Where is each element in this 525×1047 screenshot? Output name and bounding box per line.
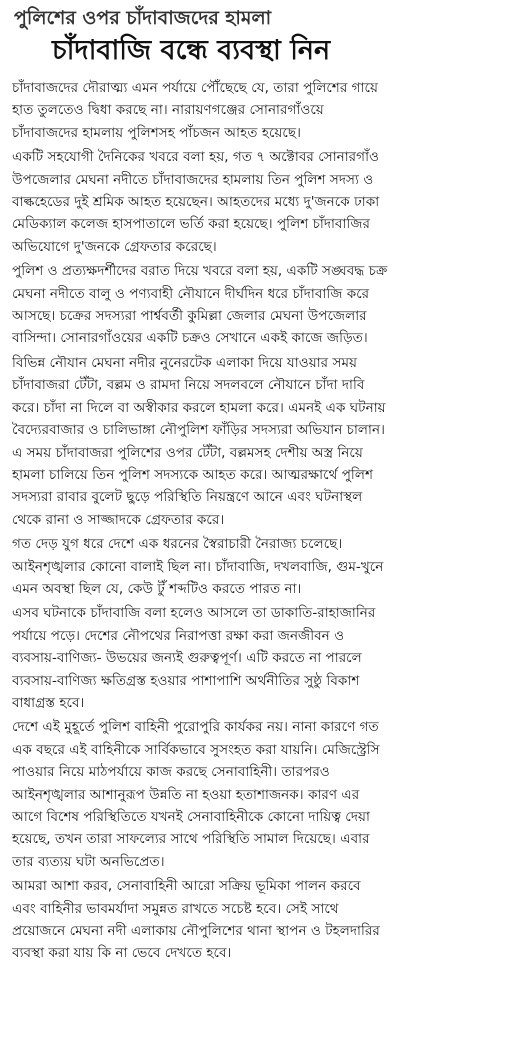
article-paragraph bbox=[12, 602, 515, 714]
paragraph-line: বৈদ্যেরবাজার ও চালিভাঙ্গা নৌপুলিশ ফাঁড়ির সদস্যরা অভিযান চালান। bbox=[12, 422, 385, 439]
paragraph-line: বাল্কহেডের দুই শ্রমিক আহত হয়েছেন। আহতদের মধ্যে দু'জনকে ঢাকা bbox=[12, 194, 380, 211]
paragraph-line: এমন অবস্থা ছিল যে, কেউ টুঁ শব্দটিও করতে পারত না। bbox=[12, 580, 302, 597]
article-kicker: পুলিশের ওপর চাঁদাবাজদের হামলা bbox=[14, 7, 272, 29]
paragraph-line: ব্যবসায়-বাণিজ্য- উভয়ের জন্যই গুরুত্বপূর্ণ। এটি করতে না পারলে bbox=[12, 650, 362, 667]
article-paragraph bbox=[12, 875, 515, 965]
article-headline: চাঁদাবাজি বন্ধে ব্যবস্থা নিন bbox=[52, 35, 331, 66]
paragraph-line: পাওয়ার নিয়ে মাঠপর্যায়ে কাজ করছে সেনাবাহিনী। তারপরও bbox=[12, 764, 330, 781]
paragraph-line: মেডিক্যাল কলেজ হাসপাতালে ভর্তি করা হয়েছে। পুলিশ চাঁদাবাজির bbox=[12, 216, 370, 233]
paragraph-line: চাঁদাবাজদের হামলায় পুলিশসহ পাঁচজন আহত হয়েছে। bbox=[12, 124, 301, 141]
paragraph-line: আগে বিশেষ পরিস্থিতিতে যখনই সেনাবাহিনীকে কোনো দায়িত্ব দেয়া bbox=[12, 809, 370, 825]
paragraph-line: এক বছরে এই বাহিনীকে সার্বিকভাবে সুসংহত করা যায়নি। মেজিস্ট্রেসি bbox=[12, 741, 380, 758]
paragraph-line: ব্যবস্থা করা যায় কি না ভেবে দেখতে হবে। bbox=[12, 945, 232, 962]
paragraph-line: আইনশৃঙ্খলার কোনো বালাই ছিল না। চাঁদাবাজি, দখলবাজি, গুম-খুনে bbox=[12, 558, 384, 575]
paragraph-line: একটি সহযোগী দৈনিকের খবরে বলা হয়, গত ৭ অক্টোবর সোনারগাঁও bbox=[12, 149, 380, 166]
article-body bbox=[12, 77, 515, 965]
paragraph-line: প্রয়োজনে মেঘনা নদী এলাকায় নৌপুলিশের থানা স্থাপন ও টহলদারির bbox=[12, 923, 380, 940]
article-paragraph bbox=[12, 77, 515, 144]
article-paragraph bbox=[12, 716, 515, 873]
paragraph-line: আমরা আশা করব, সেনাবাহিনী আরো সক্রিয় ভূমিকা পালন করবে bbox=[12, 878, 361, 895]
paragraph-line: উপজেলার মেঘনা নদীতে চাঁদাবাজদের হামলায় তিন পুলিশ সদস্য ও bbox=[12, 171, 374, 188]
article-paragraph bbox=[12, 146, 515, 258]
paragraph-line: গত দেড় যুগ ধরে দেশে এক ধরনের স্বৈরাচারী নৈরাজ্য চলেছে। bbox=[12, 536, 343, 553]
paragraph-line: বিভিন্ন নৌযান মেঘনা নদীর নুনেরটেক এলাকা দিয়ে যাওয়ার সময় bbox=[12, 354, 357, 371]
paragraph-line: পর্যায়ে পড়ে। দেশের নৌপথের নিরাপত্তা রক্ষা করা জনজীবন ও bbox=[12, 627, 345, 644]
paragraph-line: অভিযোগে দু'জনকে গ্রেফতার করেছে। bbox=[12, 238, 217, 255]
paragraph-line: সদস্যরা রাবার বুলেট ছুড়ে পরিস্থিতি নিয়ন্ত্রণে আনে এবং ঘটনাস্থল bbox=[12, 489, 363, 506]
paragraph-line: হয়েছে, তখন তারা সাফল্যের সাথে পরিস্থিতি সামাল দিয়েছে। এবার bbox=[12, 831, 370, 848]
paragraph-line: আসছে। চক্রের সদস্যরা পার্শ্ববর্তী কুমিল্লা জেলার মেঘনা উপজেলার bbox=[12, 308, 367, 325]
paragraph-line: আইনশৃঙ্খলার আশানুরূপ উন্নতি না হওয়া হতাশাজনক। কারণ এর bbox=[12, 786, 360, 803]
paragraph-line: করে। চাঁদা না দিলে বা অস্বীকার করলে হামলা করে। এমনই এক ঘটনায় bbox=[12, 399, 386, 416]
paragraph-line: দেশে এই মুহূর্তে পুলিশ বাহিনী পুরোপুরি কার্যকর নয়। নানা কারণে গত bbox=[12, 719, 379, 736]
paragraph-line: চাঁদাবাজরা টেঁটা, বল্লম ও রামদা নিয়ে সদলবলে নৌযানে চাঁদা দাবি bbox=[12, 377, 365, 394]
paragraph-line: এসব ঘটনাকে চাঁদাবাজি বলা হলেও আসলে তা ডাকাতি-রাহাজানির bbox=[12, 605, 376, 622]
paragraph-line: হামলা চালিয়ে তিন পুলিশ সদস্যকে আহত করে। আত্মরক্ষার্থে পুলিশ bbox=[12, 466, 373, 483]
paragraph-line: হাত তুলতেও দ্বিধা করছে না। নারায়ণগঞ্জের সোনারগাঁওয়ে bbox=[12, 102, 324, 119]
article-paragraph bbox=[12, 352, 515, 531]
article-paragraph bbox=[12, 533, 515, 600]
paragraph-line: তার ব্যত্যয় ঘটা অনভিপ্রেত। bbox=[12, 853, 165, 870]
paragraph-line: এ সময় চাঁদাবাজরা পুলিশের ওপর টেঁটা, বল্লমসহ দেশীয় অস্ত্র নিয়ে bbox=[12, 444, 363, 461]
paragraph-line: ব্যবসায়-বাণিজ্য ক্ষতিগ্রস্ত হওয়ার পাশাপাশি অর্থনীতির সুষ্ঠু বিকাশ bbox=[12, 672, 360, 689]
paragraph-line: বাসিন্দা। সোনারগাঁওয়ের একটি চক্রও সেখানে একই কাজে জড়িত। bbox=[12, 330, 368, 347]
paragraph-line: চাঁদাবাজদের দৌরাত্ম্য এমন পর্যায়ে পৌঁছেছে যে, তারা পুলিশের গায়ে bbox=[12, 80, 378, 96]
paragraph-line: থেকে রানা ও সাজ্জাদকে গ্রেফতার করে। bbox=[12, 511, 225, 528]
paragraph-line: এবং বাহিনীর ভাবমর্যাদা সমুন্নত রাখতে সচেষ্ট হবে। সেই সাথে bbox=[12, 900, 339, 917]
paragraph-line: মেঘনা নদীতে বালু ও পণ্যবাহী নৌযানে দীর্ঘদিন ধরে চাঁদাবাজি করে bbox=[12, 285, 370, 302]
article-paragraph bbox=[12, 260, 515, 350]
paragraph-line: বাধাগ্রস্ত হবে। bbox=[12, 694, 85, 711]
paragraph-line: পুলিশ ও প্রত্যক্ষদর্শীদের বরাত দিয়ে খবরে বলা হয়, একটি সঙ্ঘবদ্ধ চক্র bbox=[12, 263, 388, 280]
